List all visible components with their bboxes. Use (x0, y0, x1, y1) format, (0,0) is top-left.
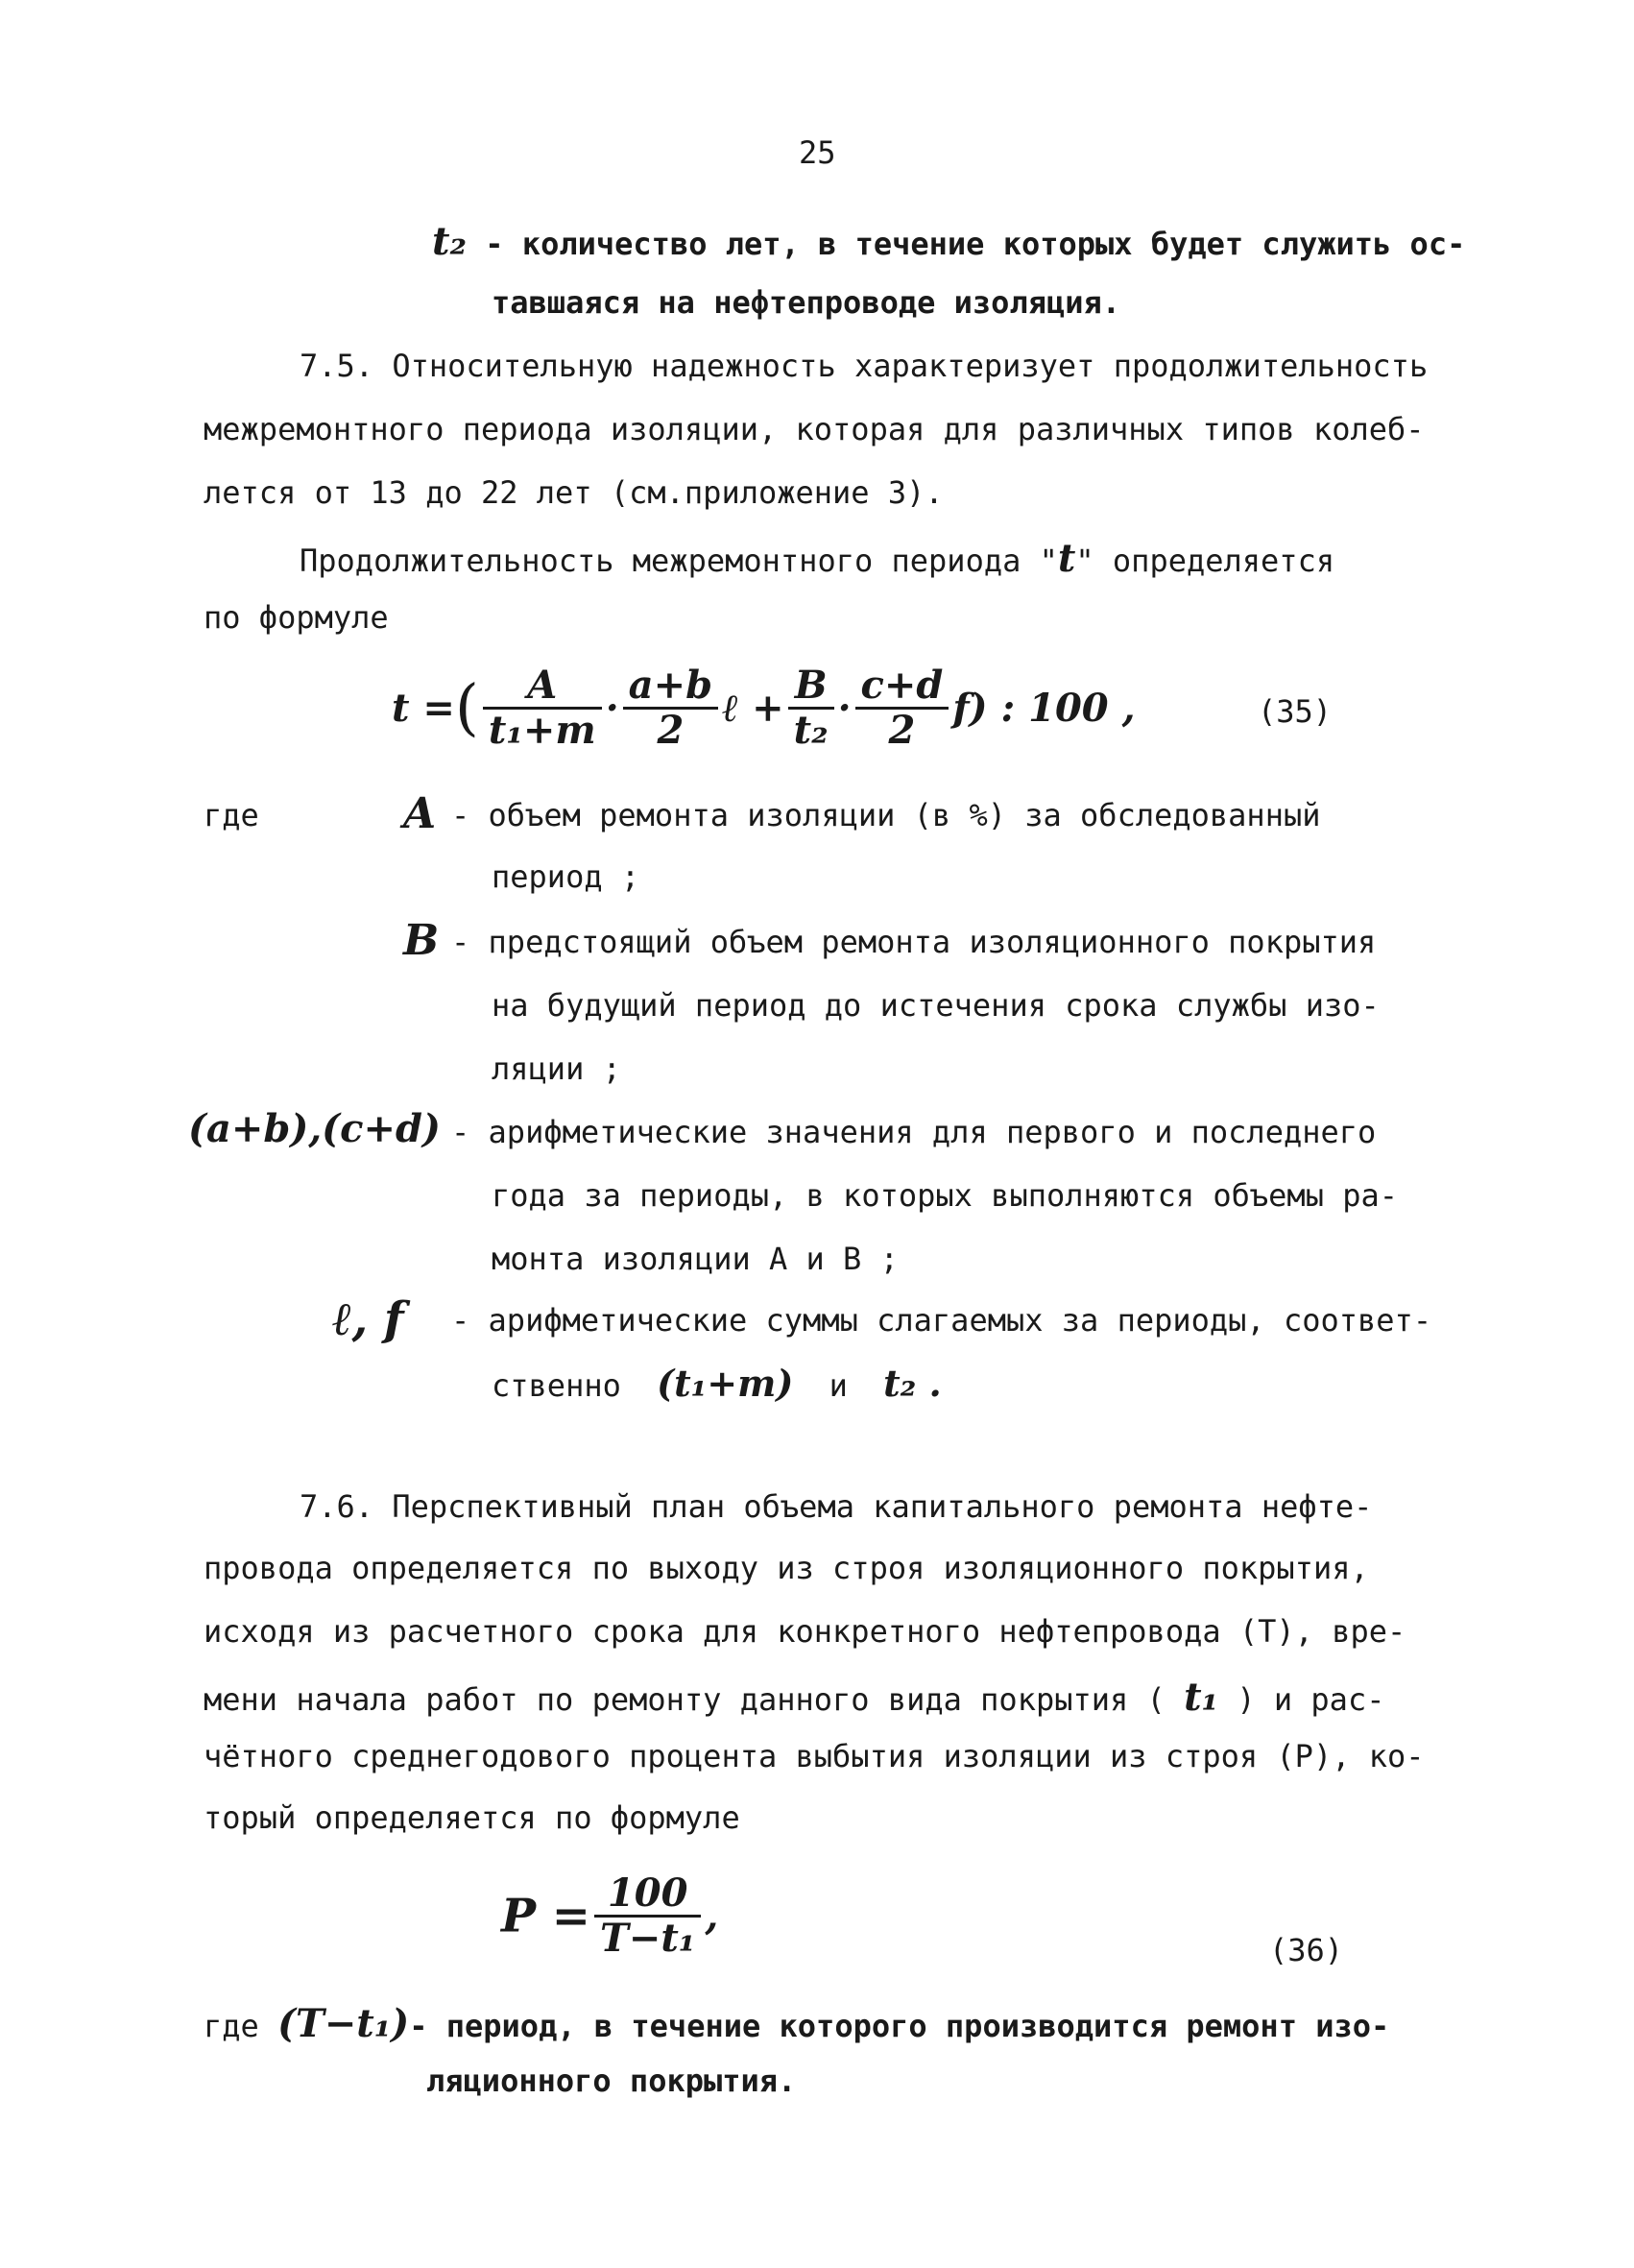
t2-definition-line2: тавшаяся на нефтепроводе изоляция. (492, 284, 1121, 321)
def-B-line3: ляции ; (492, 1050, 621, 1087)
formula-35-intro-line1: Продолжительность межремонтного периода "t" определяется (300, 536, 1335, 581)
section-7-6-line1: 7.6. Перспективный план объема капитального ремонта нефте- (300, 1488, 1373, 1525)
def-ab-cd-line1: - арифметические значения для первого и последнего (451, 1114, 1377, 1150)
section-7-6-line3: исходя из расчетного срока для конкретного нефтепровода (Т), вре- (204, 1613, 1406, 1650)
where-36-line1: где (T−t₁)- период, в течение которого производится ремонт изо- (204, 2001, 1390, 2046)
T-minus-t1-symbol: (T−t₁) (277, 2001, 410, 2046)
def-lf-line2: ственно (t₁+m) и t₂ . (492, 1362, 942, 1405)
def-ab-cd-line2: года за периоды, в которых выполняются объемы ра- (492, 1177, 1399, 1214)
formula-36-number: (36) (1269, 1932, 1344, 1968)
def-B-line2: на будущий период до истечения срока службы изо- (492, 987, 1380, 1024)
formula-35: t =( $\frac{A}{\text{t₁+m}}$ · $\frac{a+b}{2}$ ℓ + $\frac{B}{\text{t₂}}$ · $\frac{c+d}{2}$ f) : 100 , (392, 663, 1136, 753)
def-A-line1: - объем ремонта изоляции (в %) за обследованный (451, 797, 1321, 833)
t2-symbol: t₂ (432, 219, 467, 264)
t2-symbol-inline: t₂ . (883, 1362, 942, 1405)
t2-definition-line1 (432, 219, 1465, 264)
section-7-5-line3: лется от 13 до 22 лет (см.приложение 3). (204, 474, 944, 511)
section-7-6-line5: чётного среднегодового процента выбытия изоляции из строя (Р), ко- (204, 1738, 1425, 1774)
t1-symbol: t₁ (1184, 1675, 1219, 1720)
def-lf-symbol: ℓ, f (332, 1292, 404, 1346)
def-ab-cd-symbol: (a+b),(c+d) (188, 1106, 441, 1151)
section-7-5-line2: межремонтного периода изоляции, которая для различных типов колеб- (204, 411, 1425, 447)
def-B-symbol: B (403, 916, 440, 965)
t1-plus-m-symbol: (t₁+m) (657, 1362, 794, 1405)
def-lf-line1: - арифметические суммы слагаемых за периоды, соответ- (451, 1302, 1432, 1339)
section-7-5-line1: 7.5. Относительную надежность характеризует продолжительность (300, 348, 1429, 384)
def-A-symbol: A (403, 789, 437, 838)
def-A-line2: период ; (492, 858, 640, 895)
t2-definition-text: - количество лет, в течение которых будет служить ос- (485, 226, 1466, 262)
where-36-line2: ляционного покрытия. (426, 2063, 797, 2099)
section-7-6-line4: мени начала работ по ремонту данного вида покрытия ( t₁ ) и рас- (204, 1675, 1385, 1720)
t-symbol: t (1057, 536, 1076, 581)
section-7-6-line2: провода определяется по выходу из строя изоляционного покрытия, (204, 1550, 1369, 1586)
def-ab-cd-line3: монта изоляции А и В ; (492, 1241, 899, 1277)
formula-36: P = $\frac{100}{\text{T−t₁}}$ , (501, 1870, 719, 1961)
page-number: 25 (799, 134, 836, 171)
formula-35-number: (35) (1258, 693, 1333, 730)
section-7-6-line6: торый определяется по формуле (204, 1799, 740, 1836)
formula-35-intro-line2: по формуле (204, 599, 389, 636)
where-label: где (204, 797, 259, 833)
def-B-line1: - предстоящий объем ремонта изоляционного покрытия (451, 924, 1377, 960)
